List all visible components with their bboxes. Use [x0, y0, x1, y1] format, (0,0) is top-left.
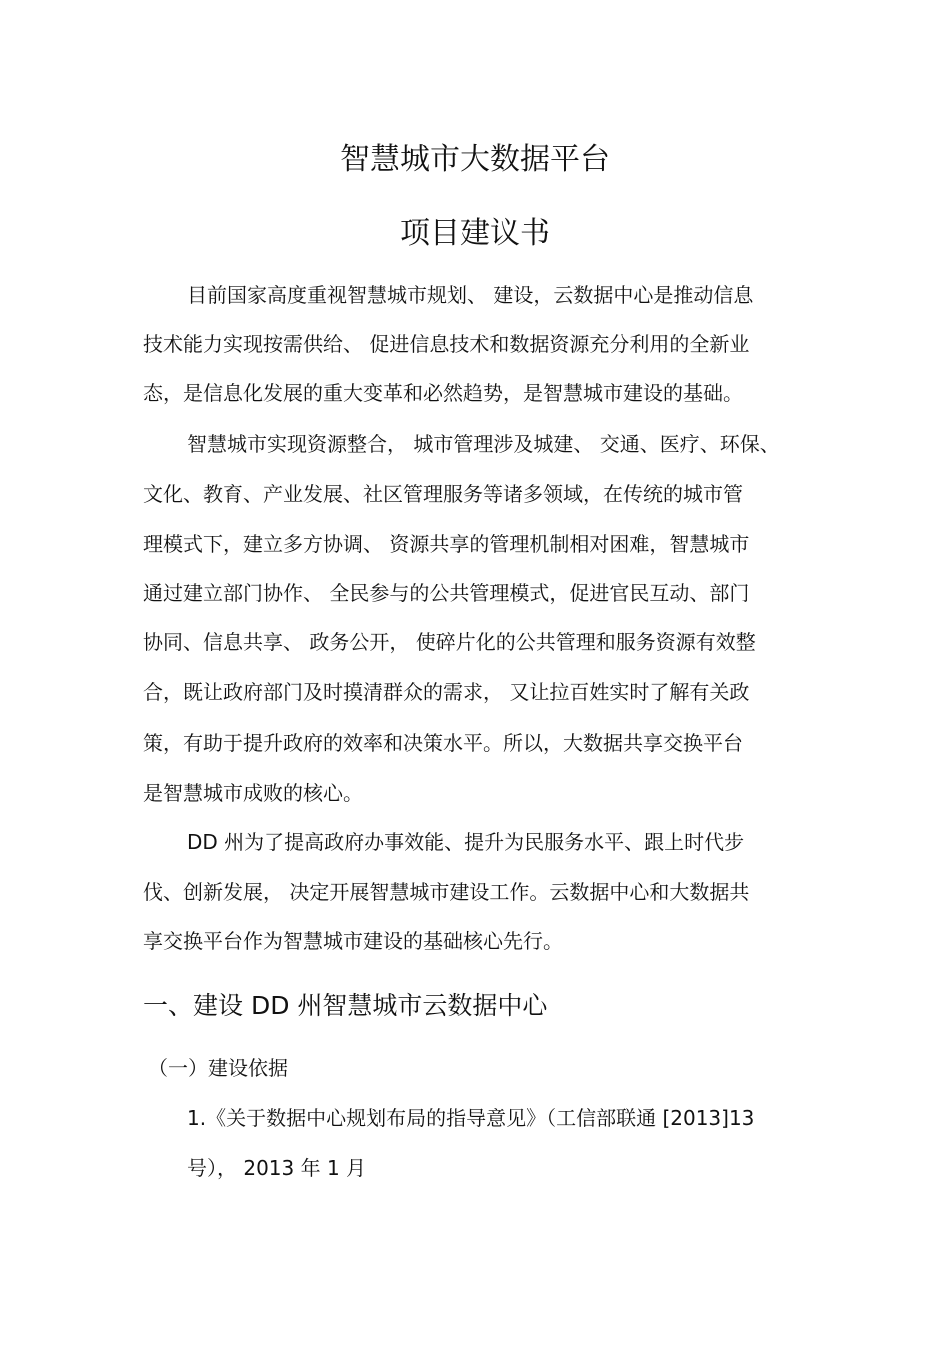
paragraph-line: 通过建立部门协作、 全民参与的公共管理模式，促进官民互动、部门	[143, 581, 750, 605]
paragraph-line: 技术能力实现按需供给、 促进信息技术和数据资源充分利用的全新业	[143, 332, 750, 356]
paragraph-line: 文化、教育、产业发展、社区管理服务等诸多领域，在传统的城市管	[143, 482, 743, 506]
paragraph-line: 策，有助于提升政府的效率和决策水平。所以，大数据共享交换平台	[143, 731, 743, 755]
document-title: 智慧城市大数据平台	[340, 142, 610, 177]
section-heading: 一、建设 DD 州智慧城市云数据中心	[143, 991, 548, 1020]
paragraph-line: 理模式下，建立多方协调、 资源共享的管理机制相对困难，智慧城市	[143, 532, 750, 556]
paragraph-line: 态，是信息化发展的重大变革和必然趋势，是智慧城市建设的基础。	[143, 381, 743, 405]
paragraph-line: DD 州为了提高政府办事效能、提升为民服务水平、跟上时代步	[187, 830, 745, 854]
paragraph-line: 协同、信息共享、 政务公开， 使碎片化的公共管理和服务资源有效整	[143, 630, 756, 654]
list-item-line: 号）， 2013 年 1 月	[187, 1156, 367, 1180]
document-subtitle: 项目建议书	[400, 216, 550, 251]
subsection-heading: （一）建设依据	[148, 1056, 288, 1080]
list-item-line: 1.《关于数据中心规划布局的指导意见》（工信部联通 [2013]13	[187, 1106, 755, 1130]
paragraph-line: 智慧城市实现资源整合， 城市管理涉及城建、 交通、医疗、环保、	[187, 432, 780, 456]
paragraph-line: 合，既让政府部门及时摸清群众的需求， 又让拉百姓实时了解有关政	[143, 680, 750, 704]
paragraph-line: 享交换平台作为智慧城市建设的基础核心先行。	[143, 929, 563, 953]
paragraph-line: 是智慧城市成败的核心。	[143, 781, 363, 805]
paragraph-line: 目前国家高度重视智慧城市规划、 建设，云数据中心是推动信息	[187, 283, 754, 307]
paragraph-line: 伐、创新发展， 决定开展智慧城市建设工作。云数据中心和大数据共	[143, 880, 750, 904]
